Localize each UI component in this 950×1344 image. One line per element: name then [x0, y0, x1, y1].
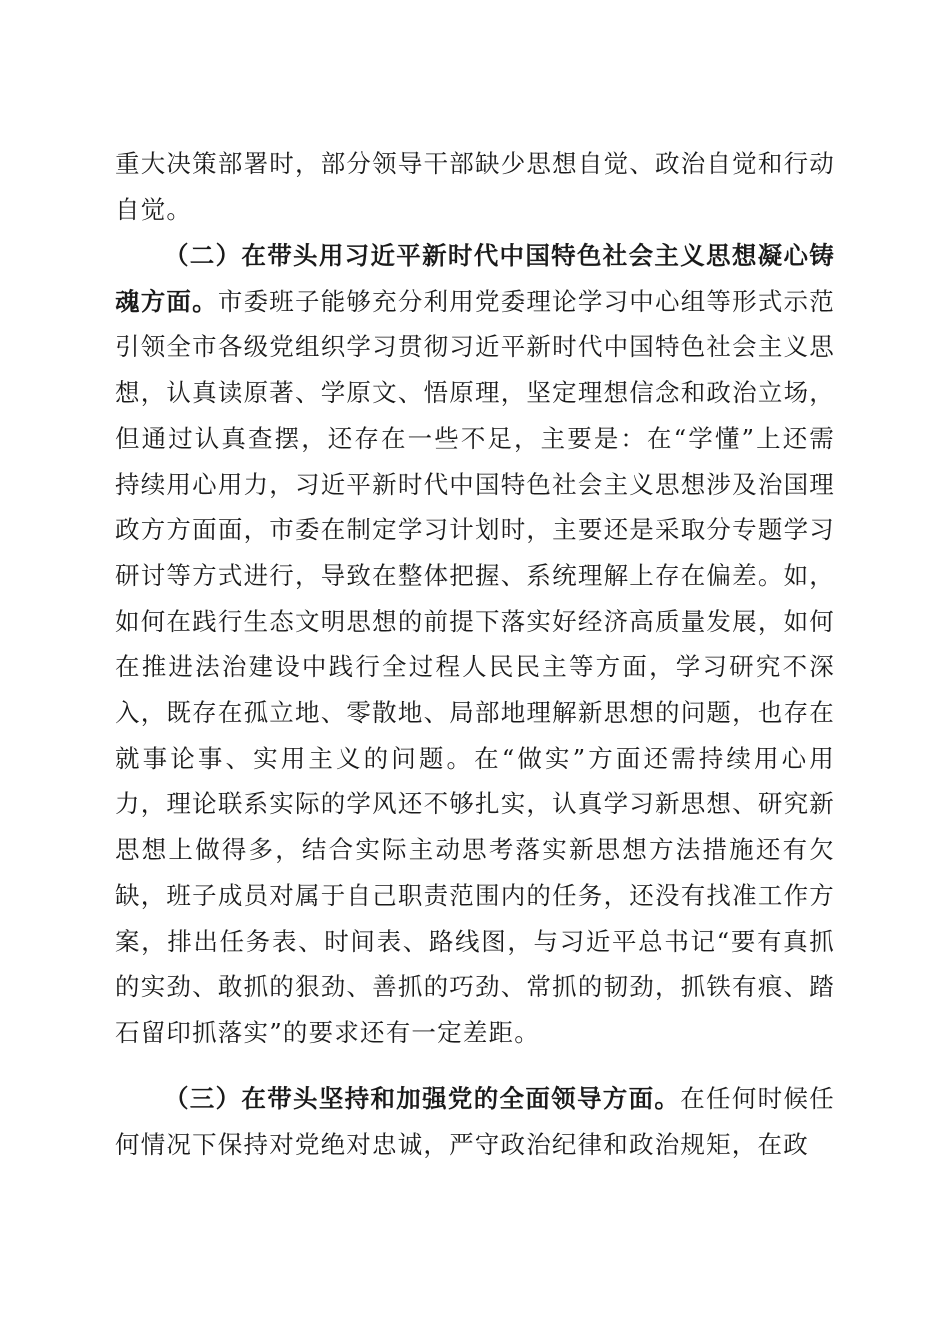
section-three-heading: （三）在带头坚持和加强党的全面领导方面。: [164, 1084, 681, 1113]
section-three-body: 在任何时候任何情况下保持对党绝对忠诚，严守政治纪律和政治规矩，在政: [115, 1084, 836, 1159]
section-three-paragraph: [115, 1076, 835, 1167]
section-two-paragraph: [115, 233, 835, 1056]
lead-paragraph: 重大决策部署时，部分领导干部缺少思想自觉、政治自觉和行动自觉。: [115, 149, 835, 224]
section-two-heading: （二）在带头用习近平新时代中国特色社会主义思想凝心铸魂方面。: [115, 241, 835, 316]
section-two-body: 市委班子能够充分利用党委理论学习中心组等形式示范引领全市各级党组织学习贯彻习近平新时代中国特色社会主义思想，认真读原著、学原文、悟原理，坚定理想信念和政治立场，但通过认真查摆，还存在一些不足，主要是：在“学懂”上还需持续用心用力，习近平新时代中国特色社会主义思想涉及治国理政方方面面，市委在制定学习计划时，主要还是采取分专题学习研讨等方式进行，导致在整体把握、系统理解上存在偏差。如，如何在践行生态文明思想的前提下落实好经济高质量发展，如何在推进法治建设中践行全过程人民民主等方面，学习研究不深入，既存在孤立地、零散地、局部地理解新思想的问题，也存在就事论事、实用主义的问题。在“做实”方面还需持续用心用力，理论联系实际的学风还不够扎实，认真学习新思想、研究新思想上做得多，结合实际主动思考落实新思想方法措施还有欠缺，班子成员对属于自己职责范围内的任务，还没有找准工作方案，排出任务表、时间表、路线图，与习近平总书记“要有真抓的实劲、敢抓的狠劲、善抓的巧劲、常抓的韧劲，抓铁有痕、踏石留印抓落实”的要求还有一定差距。: [115, 286, 835, 1047]
